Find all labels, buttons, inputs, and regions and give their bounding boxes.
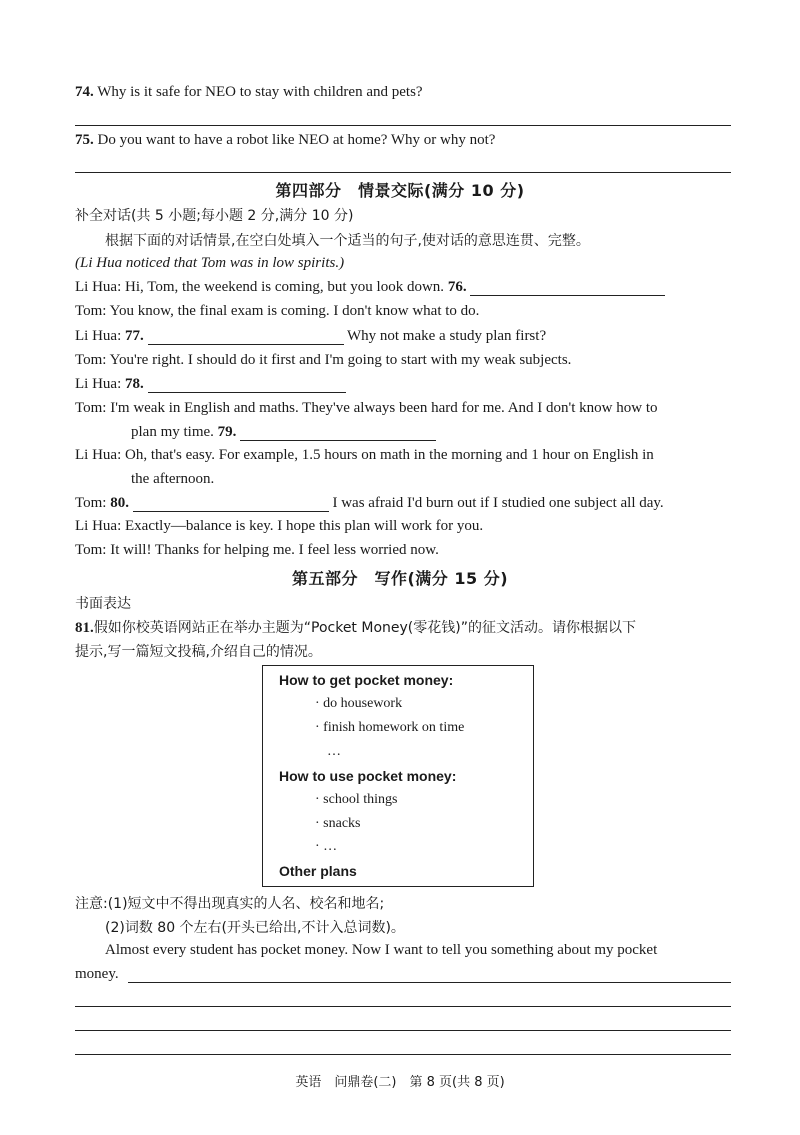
dialogue-line: [75, 471, 791, 488]
question-number: 81.: [75, 620, 94, 636]
answer-blank-77[interactable]: [148, 330, 344, 345]
note-2: (2)词数 80 个左右(开头已给出,不计入总词数)。: [105, 920, 405, 936]
question-74: [75, 84, 735, 101]
dialogue-context: (Li Hua noticed that Tom was in low spirits.): [75, 255, 345, 271]
dialogue-line: [75, 279, 735, 296]
part4-instruction: 根据下面的对话情景,在空白处填入一个适当的句子,使对话的意思连贯、完整。: [105, 233, 590, 249]
dialogue-line: [75, 376, 735, 393]
dialogue-line: [75, 447, 735, 464]
speaker: Li Hua:: [75, 518, 122, 534]
part4-subtitle: 补全对话(共 5 小题;每小题 2 分,满分 10 分): [75, 208, 354, 224]
speaker: Li Hua:: [75, 376, 122, 392]
question-text: Do you want to have a robot like NEO at home? Why or why not?: [93, 132, 496, 148]
writing-line[interactable]: [75, 1030, 731, 1031]
dialogue-text: I'm weak in English and maths. They've always been hard for me. And I don't know how to: [106, 400, 658, 416]
dialogue-line: [75, 303, 735, 320]
blank-number: 78.: [125, 376, 144, 392]
dialogue-text: It will! Thanks for helping me. I feel less worried now.: [106, 542, 439, 558]
writing-line[interactable]: [75, 1006, 731, 1007]
question-text: Why is it safe for NEO to stay with children and pets?: [93, 84, 423, 100]
blank-number: 79.: [217, 424, 237, 440]
dialogue-line: [75, 518, 735, 535]
speaker: Tom:: [75, 303, 107, 319]
blank-number: 80.: [110, 495, 129, 511]
answer-blank-80[interactable]: [133, 497, 329, 512]
question-75: [75, 132, 735, 149]
question-81-prompt-cont: 提示,写一篇短文投稿,介绍自己的情况。: [75, 644, 322, 660]
speaker: Li Hua:: [75, 328, 122, 344]
hint-box: [262, 665, 534, 887]
hint-item: · …: [315, 839, 338, 854]
answer-line-75[interactable]: [75, 172, 731, 173]
dialogue-line: [75, 495, 735, 512]
dialogue-text: plan my time.: [131, 424, 218, 440]
dialogue-text: Hi, Tom, the weekend is coming, but you look down.: [121, 279, 448, 295]
dialogue-text: Exactly—balance is key. I hope this plan will work for you.: [121, 518, 484, 534]
answer-blank-76[interactable]: [470, 281, 665, 296]
dialogue-text: Why not make a study plan first?: [343, 328, 547, 344]
part5-title: 第五部分 写作(满分 15 分): [291, 569, 509, 588]
question-81-prompt: [75, 617, 735, 637]
question-number: 74.: [75, 84, 94, 100]
speaker: Li Hua:: [75, 279, 122, 295]
dialogue-line: [75, 542, 735, 559]
question-number: 75.: [75, 132, 94, 148]
page-footer: 英语 问鼎卷(二) 第 8 页(共 8 页): [295, 1075, 505, 1090]
prompt-text: 假如你校英语网站正在举办主题为“Pocket Money(零花钱)”的征文活动。请你根据以下: [93, 620, 636, 636]
hint-item: …: [327, 744, 341, 759]
speaker: Tom:: [75, 495, 107, 511]
dialogue-line: [75, 352, 735, 369]
answer-blank-79[interactable]: [240, 426, 436, 441]
speaker: Tom:: [75, 542, 107, 558]
writing-line[interactable]: [128, 982, 731, 983]
dialogue-text: You know, the final exam is coming. I don't know what to do.: [106, 303, 480, 319]
note-1: 注意:(1)短文中不得出现真实的人名、校名和地名;: [75, 896, 385, 912]
answer-line-74[interactable]: [75, 125, 731, 126]
part4-title: 第四部分 情景交际(满分 10 分): [275, 181, 525, 200]
answer-blank-78[interactable]: [148, 378, 346, 393]
dialogue-line: [75, 400, 735, 417]
dialogue-text: Oh, that's easy. For example, 1.5 hours on math in the morning and 1 hour on English in: [121, 447, 654, 463]
dialogue-line: [75, 328, 735, 345]
hint-heading: How to get pocket money:: [279, 672, 454, 688]
dialogue-line: [75, 424, 791, 441]
hint-heading: Other plans: [279, 863, 357, 879]
essay-opening: Almost every student has pocket money. Now I want to tell you something about my pocket: [105, 942, 658, 958]
hint-item: · finish homework on time: [315, 720, 465, 735]
blank-number: 77.: [125, 328, 144, 344]
writing-line[interactable]: [75, 1054, 731, 1055]
hint-item: · snacks: [315, 816, 361, 831]
dialogue-text: I was afraid I'd burn out if I studied one subject all day.: [328, 495, 664, 511]
blank-number: 76.: [447, 279, 467, 295]
hint-heading: How to use pocket money:: [279, 768, 457, 784]
part5-subtitle: 书面表达: [75, 596, 131, 612]
dialogue-text: the afternoon.: [131, 471, 215, 487]
essay-opening-cont: [75, 966, 735, 983]
dialogue-text: You're right. I should do it first and I'm going to start with my weak subjects.: [106, 352, 572, 368]
speaker: Tom:: [75, 352, 107, 368]
essay-opening-text: money.: [75, 966, 119, 982]
speaker: Li Hua:: [75, 447, 122, 463]
hint-item: · school things: [315, 792, 398, 807]
hint-item: · do housework: [315, 696, 403, 711]
speaker: Tom:: [75, 400, 107, 416]
